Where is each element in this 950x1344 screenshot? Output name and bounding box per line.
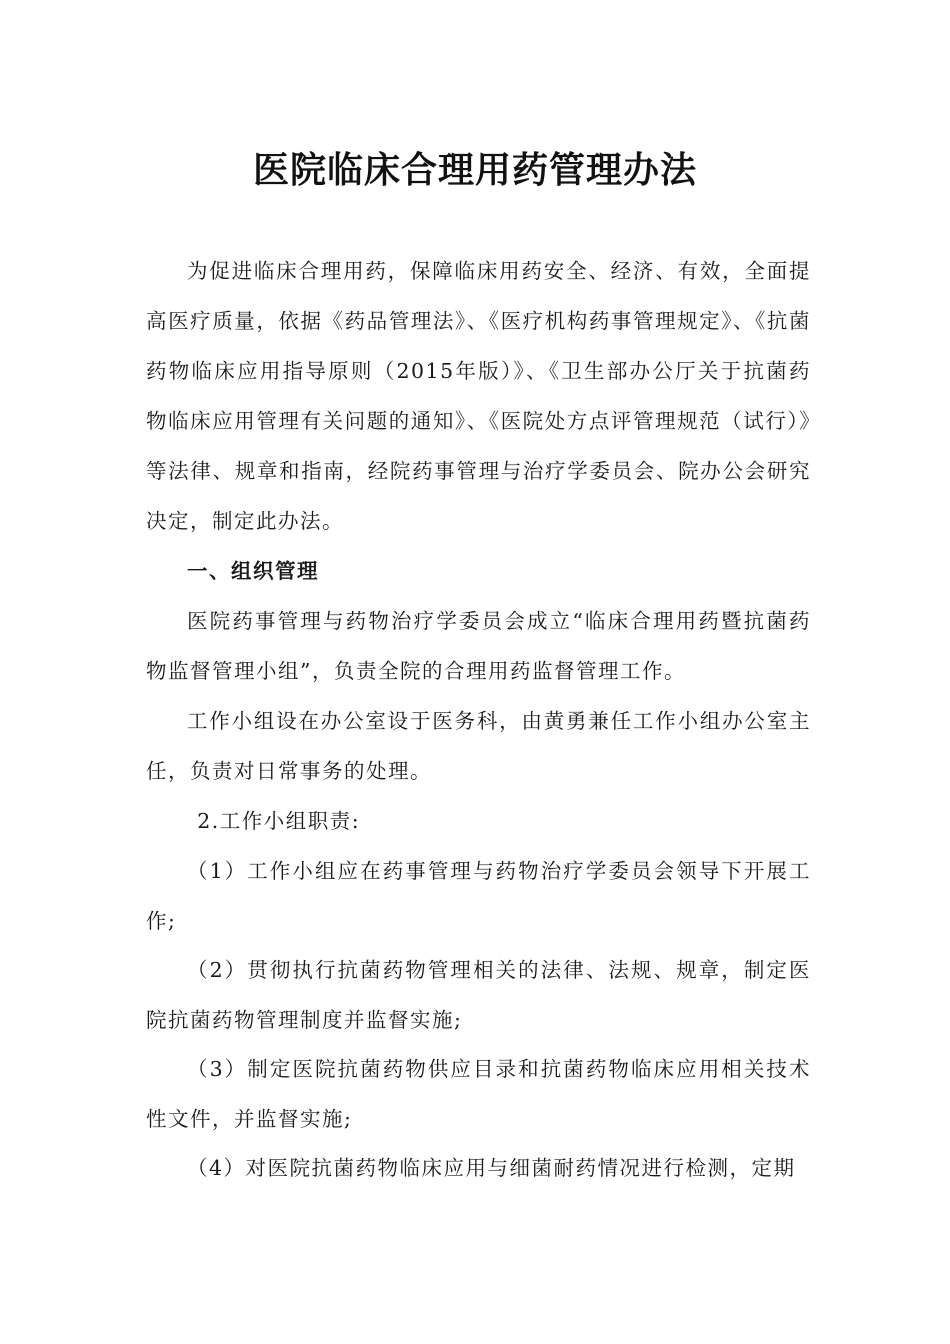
office-paragraph: 工作小组设在办公室设于医务科，由黄勇兼任工作小组办公室主任，负责对日常事务的处理。 — [146, 709, 811, 783]
duty-item-1: （1）工作小组应在药事管理与药物治疗学委员会领导下开展工作; — [146, 859, 811, 933]
document-title: 医院临床合理用药管理办法 — [252, 149, 697, 191]
duties-heading: 2.工作小组职责: — [197, 809, 361, 833]
duty-item-4: （4）对医院抗菌药物临床应用与细菌耐药情况进行检测，定期 — [187, 1156, 796, 1180]
group-paragraph: 医院药事管理与药物治疗学委员会成立“临床合理用药暨抗菌药物监督管理小组”，负责全院的合理用药监督管理工作。 — [146, 609, 811, 683]
duty-item-3: （3）制定医院抗菌药物供应目录和抗菌药物临床应用相关技术性文件，并监督实施; — [146, 1057, 811, 1131]
intro-paragraph: 为促进临床合理用药，保障临床用药安全、经济、有效，全面提高医疗质量，依据《药品管理法》、《医疗机构药事管理规定》、《抗菌药物临床应用指导原则（2015年版）》、《卫生部办公厅关于抗菌药物临床应用管理有关问题的通知》、《医院处方点评管理规范（试行）》等法律、规章和指南，经院药事管理与治疗学委员会、院办公会研究决定，制定此办法。 — [146, 259, 811, 533]
duty-item-2: （2）贯彻执行抗菌药物管理相关的法律、法规、规章，制定医院抗菌药物管理制度并监督实施; — [146, 958, 811, 1032]
section-heading-organization: 一、组织管理 — [187, 559, 319, 583]
